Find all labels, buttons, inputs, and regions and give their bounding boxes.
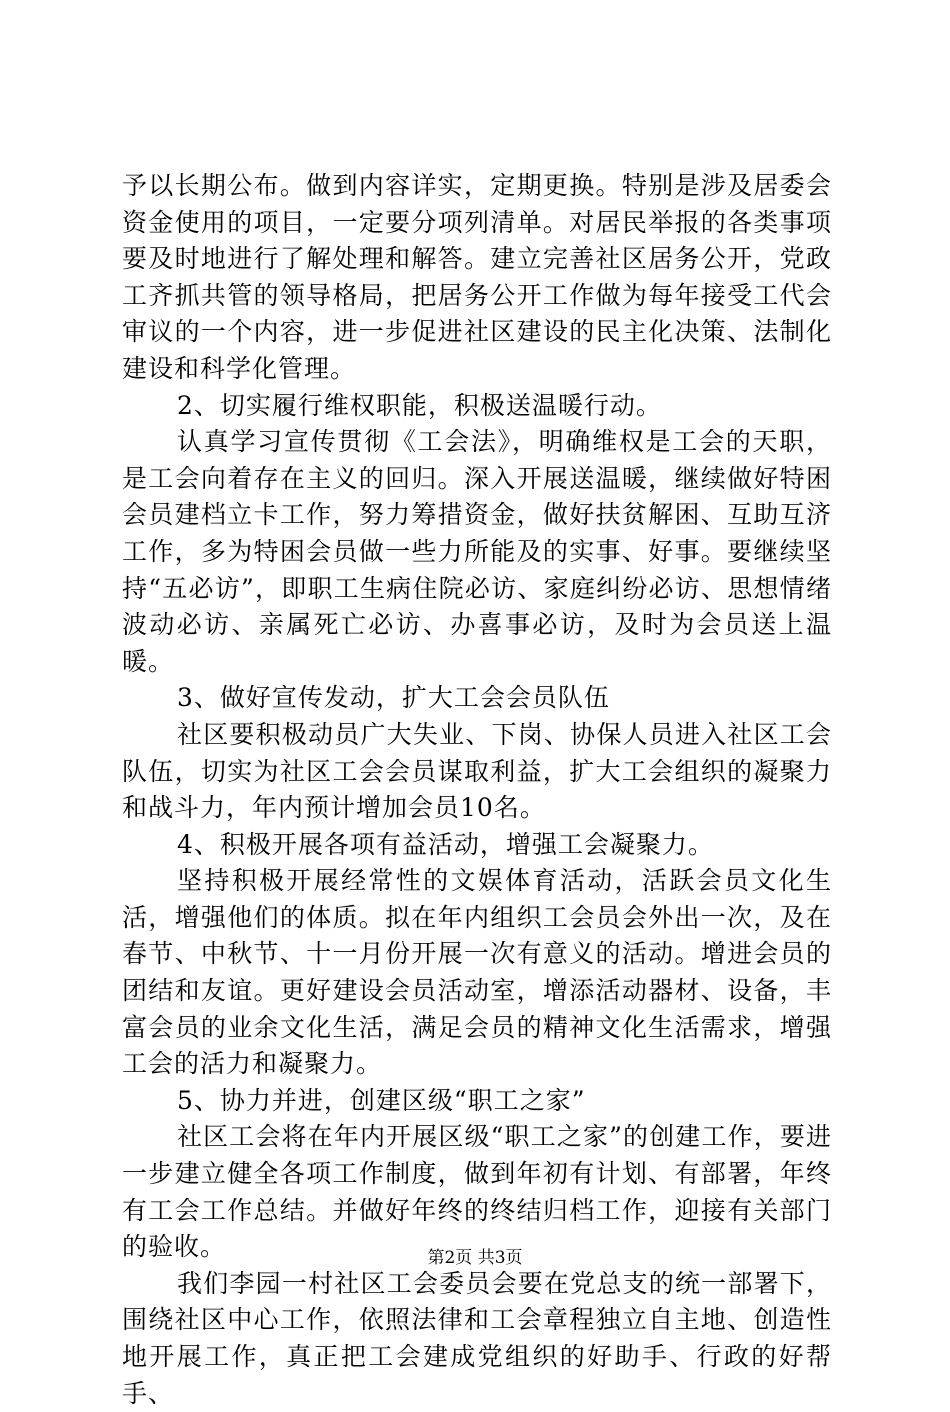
paragraph-3: 社区要积极动员广大失业、下岗、协保人员进入社区工会队伍，切实为社区工会会员谋取利益，扩大工会组织的凝聚力和战斗力，年内预计增加会员10名。 [122, 719, 832, 823]
document-body [122, 168, 832, 1412]
paragraph-4: 坚持积极开展经常性的文娱体育活动，活跃会员文化生活，增强他们的体质。拟在年内组织工会员会外出一次，及在春节、中秋节、十一月份开展一次有意义的活动。增进会员的团结和友谊。更好建设会员活动室，增添活动器材、设备，丰富会员的业余文化生活，满足会员的精神文化生活需求，增强工会的活力和凝聚力。 [122, 866, 832, 1079]
section-heading-5: 5、协力并进，创建区级“职工之家” [177, 1085, 586, 1115]
paragraph-2: 认真学习宣传贯彻《工会法》，明确维权是工会的天职，是工会向着存在主义的回归。深入开展送温暖，继续做好特困会员建档立卡工作，努力筹措资金，做好扶贫解困、互助互济工作，多为特困会员做一些力所能及的实事、好事。要继续坚持“五必访”，即职工生病住院必访、家庭纠纷必访、思想情绪波动必访、亲属死亡必访、办喜事必访，及时为会员送上温暖。 [122, 427, 832, 676]
paragraph-1: 予以长期公布。做到内容详实，定期更换。特别是涉及居委会资金使用的项目，一定要分项列清单。对居民举报的各类事项要及时地进行了解处理和解答。建立完善社区居务公开，党政工齐抓共管的领导格局，把居务公开工作做为每年接受工代会审议的一个内容，进一步促进社区建设的民主化决策、法制化建设和科学化管理。 [122, 171, 832, 383]
paragraph-6: 我们李园一村社区工会委员会要在党总支的统一部署下，围绕社区中心工作，依照法律和工会章程独立自主地、创造性地开展工作，真正把工会建成党组织的好助手、行政的好帮手、 [122, 1268, 832, 1408]
paragraph-5: 社区工会将在年内开展区级“职工之家”的创建工作，要进一步建立健全各项工作制度，做到年初有计划、有部署，年终有工会工作总结。并做好年终的终结归档工作，迎接有关部门的验收。 [122, 1122, 832, 1262]
section-heading-4: 4、积极开展各项有益活动，增强工会凝聚力。 [177, 829, 714, 859]
section-heading-2: 2、切实履行维权职能，积极送温暖行动。 [177, 390, 662, 420]
section-heading-3: 3、做好宣传发动，扩大工会会员队伍 [177, 683, 610, 713]
page-number-footer: 第2页 共3页 [427, 1248, 523, 1268]
